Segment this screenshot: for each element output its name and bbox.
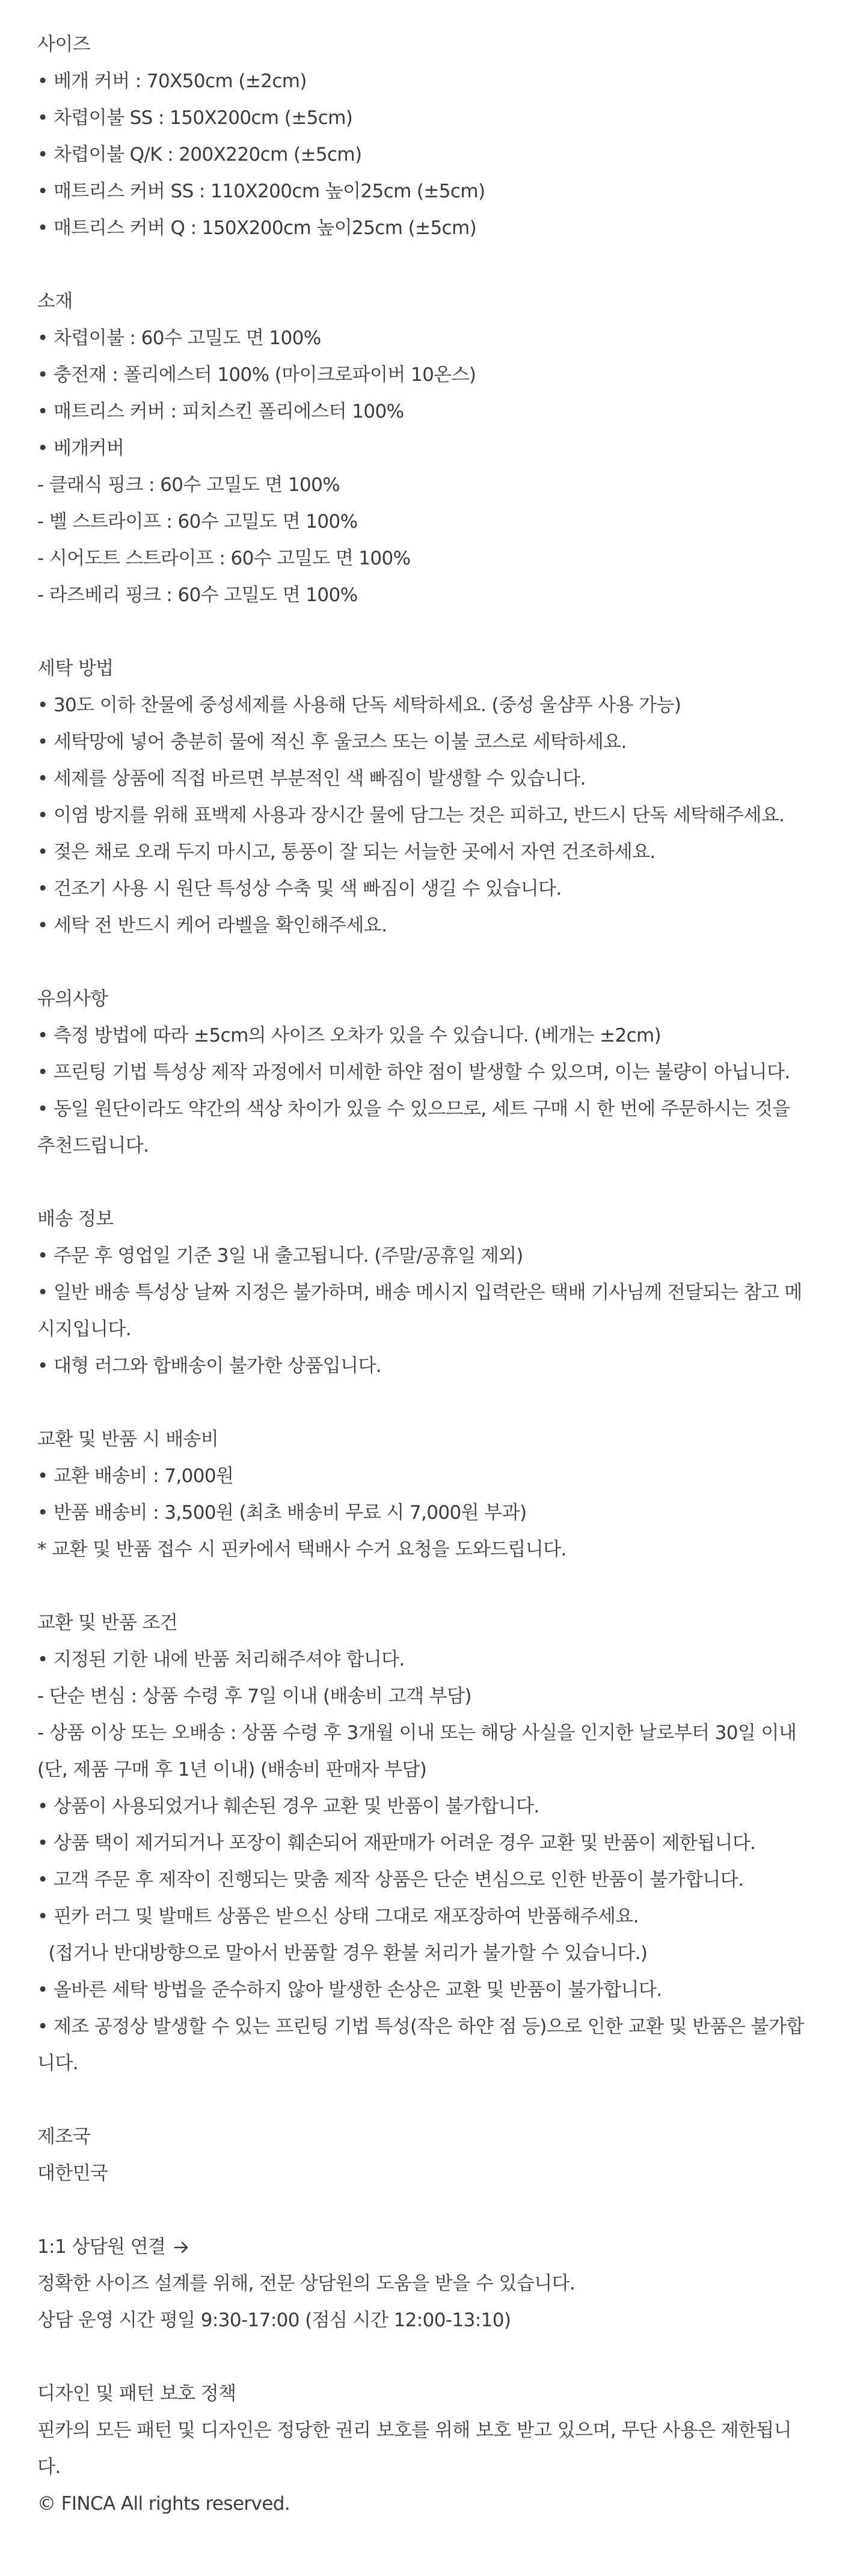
material-line: • 충전재 : 폴리에스터 100% (마이크로파이버 10온스) [37, 364, 476, 386]
return-condition-line: • 상품 택이 제거되거나 포장이 훼손되어 재판매가 어려운 경우 교환 및 반품이 제한됩니다. [37, 1832, 756, 1854]
return-condition-line: • 올바른 세탁 방법을 준수하지 않아 발생한 손상은 교환 및 반품이 불가합니다. [37, 1979, 662, 2001]
washing-section [37, 650, 829, 944]
size-section [37, 26, 829, 247]
return-condition-line: - 상품 이상 또는 오배송 : 상품 수령 후 3개월 이내 또는 해당 사실을 인지한 날로부터 30일 이내 [37, 1722, 797, 1744]
return-condition-line: • 지정된 기한 내에 반품 처리해주셔야 합니다. [37, 1649, 405, 1670]
material-line: - 라즈베리 핑크 : 60수 고밀도 면 100% [37, 584, 358, 606]
material-section [37, 283, 829, 614]
material-line: - 벨 스트라이프 : 60수 고밀도 면 100% [37, 511, 358, 533]
return-fee-section [37, 1421, 829, 1568]
notice-line: • 프린팅 기법 특성상 제작 과정에서 미세한 하얀 점이 발생할 수 있으며, 이는 불량이 아닙니다. [37, 1061, 790, 1083]
shipping-line: 시지입니다. [37, 1318, 131, 1340]
washing-line: • 젖은 채로 오래 두지 마시고, 통풍이 잘 되는 서늘한 곳에서 자연 건조하세요. [37, 841, 656, 863]
consult-link[interactable] [37, 2229, 829, 2266]
return-condition-line: • 상품이 사용되었거나 훼손된 경우 교환 및 반품이 불가합니다. [37, 1796, 539, 1817]
material-line: • 매트리스 커버 : 피치스킨 폴리에스터 100% [37, 401, 404, 422]
design-policy-section [37, 2376, 829, 2522]
copyright-notice: © FINCA All rights reserved. [37, 2493, 290, 2515]
section-heading: 디자인 및 패턴 보호 정책 [37, 2383, 236, 2405]
shipping-line: • 대형 러그와 합배송이 불가한 상품입니다. [37, 1355, 382, 1377]
design-policy-line: 다. [37, 2456, 61, 2478]
return-fee-line: * 교환 및 반품 접수 시 핀카에서 택배사 수거 요청을 도와드립니다. [37, 1539, 567, 1560]
material-line: - 시어도트 스트라이프 : 60수 고밀도 면 100% [37, 548, 411, 569]
shipping-line: • 주문 후 영업일 기준 3일 내 출고됩니다. (주말/공휴일 제외) [37, 1245, 523, 1267]
design-policy-line: 핀카의 모든 패턴 및 디자인은 정당한 권리 보호를 위해 보호 받고 있으며, 무단 사용은 제한됩니 [37, 2420, 791, 2441]
size-line: • 차렵이불 SS : 150X200cm (±5cm) [37, 107, 353, 129]
consult-section [37, 2229, 829, 2339]
washing-line: • 세탁 전 반드시 케어 라벨을 확인해주세요. [37, 915, 387, 936]
return-condition-line: 니다. [37, 2052, 78, 2074]
consult-link-label: 1:1 상담원 연결 [37, 2236, 166, 2258]
size-line: • 매트리스 커버 Q : 150X200cm 높이25cm (±5cm) [37, 217, 477, 239]
material-line: • 베개커버 [37, 437, 124, 459]
section-heading: 배송 정보 [37, 1208, 114, 1230]
section-heading: 소재 [37, 291, 73, 312]
return-conditions-section [37, 1605, 829, 2082]
return-fee-line: • 반품 배송비 : 3,500원 (최초 배송비 무료 시 7,000원 부과) [37, 1502, 527, 1524]
washing-line: • 이염 방지를 위해 표백제 사용과 장시간 물에 담그는 것은 피하고, 반드시 단독 세탁해주세요. [37, 805, 785, 826]
return-fee-line: • 교환 배송비 : 7,000원 [37, 1465, 234, 1487]
return-condition-line: • 핀카 러그 및 발매트 상품은 받으신 상태 그대로 재포장하여 반품해주세요. [37, 1906, 639, 1927]
washing-line: • 30도 이하 찬물에 중성세제를 사용해 단독 세탁하세요. (중성 울샴푸 사용 가능) [37, 694, 681, 716]
section-heading: 세탁 방법 [37, 658, 114, 679]
section-heading: 제조국 [37, 2126, 91, 2148]
return-condition-line: (단, 제품 구매 후 1년 이내) (배송비 판매자 부담) [37, 1759, 427, 1781]
section-heading: 사이즈 [37, 34, 91, 55]
washing-line: • 세제를 상품에 직접 바르면 부분적인 색 빠짐이 발생할 수 있습니다. [37, 768, 586, 789]
origin-line: 대한민국 [37, 2163, 108, 2184]
shipping-line: • 일반 배송 특성상 날짜 지정은 불가하며, 배송 메시지 입력란은 택배 기사님께 전달되는 참고 메 [37, 1282, 802, 1303]
washing-line: • 건조기 사용 시 원단 특성상 수축 및 색 빠짐이 생길 수 있습니다. [37, 878, 562, 900]
return-condition-line: • 고객 주문 후 제작이 진행되는 맞춤 제작 상품은 단순 변심으로 인한 반품이 불가합니다. [37, 1869, 744, 1891]
shipping-section [37, 1201, 829, 1385]
notice-line: • 측정 방법에 따라 ±5cm의 사이즈 오차가 있을 수 있습니다. (베개는 ±2cm) [37, 1025, 662, 1046]
section-heading: 교환 및 반품 조건 [37, 1612, 178, 1634]
washing-line: • 세탁망에 넣어 충분히 물에 적신 후 울코스 또는 이불 코스로 세탁하세요. [37, 731, 627, 753]
return-condition-line: - 단순 변심 : 상품 수령 후 7일 이내 (배송비 고객 부담) [37, 1685, 471, 1707]
material-line: • 차렵이불 : 60수 고밀도 면 100% [37, 327, 321, 349]
section-heading: 교환 및 반품 시 배송비 [37, 1429, 219, 1450]
section-heading: 유의사항 [37, 988, 108, 1010]
size-line: • 매트리스 커버 SS : 110X200cm 높이25cm (±5cm) [37, 181, 485, 202]
material-line: - 클래식 핑크 : 60수 고밀도 면 100% [37, 474, 340, 496]
origin-section [37, 2119, 829, 2192]
return-condition-line: • 제조 공정상 발생할 수 있는 프린팅 기법 특성(작은 하얀 점 등)으로 인한 교환 및 반품은 불가합 [37, 2016, 804, 2037]
consult-line: 정확한 사이즈 설계를 위해, 전문 상담원의 도움을 받을 수 있습니다. [37, 2273, 576, 2294]
consult-hours: 상담 운영 시간 평일 9:30-17:00 (점심 시간 12:00-13:10) [37, 2309, 511, 2331]
return-condition-line: (접거나 반대방향으로 말아서 반품할 경우 환불 처리가 불가할 수 있습니다.) [37, 1942, 648, 1964]
notice-section [37, 981, 829, 1164]
notice-line: 추천드립니다. [37, 1135, 149, 1157]
arrow-right-icon [173, 2238, 191, 2256]
size-line: • 베개 커버 : 70X50cm (±2cm) [37, 70, 307, 92]
notice-line: • 동일 원단이라도 약간의 색상 차이가 있을 수 있으므로, 세트 구매 시 한 번에 주문하시는 것을 [37, 1098, 790, 1120]
size-line: • 차렵이불 Q/K : 200X220cm (±5cm) [37, 144, 362, 165]
